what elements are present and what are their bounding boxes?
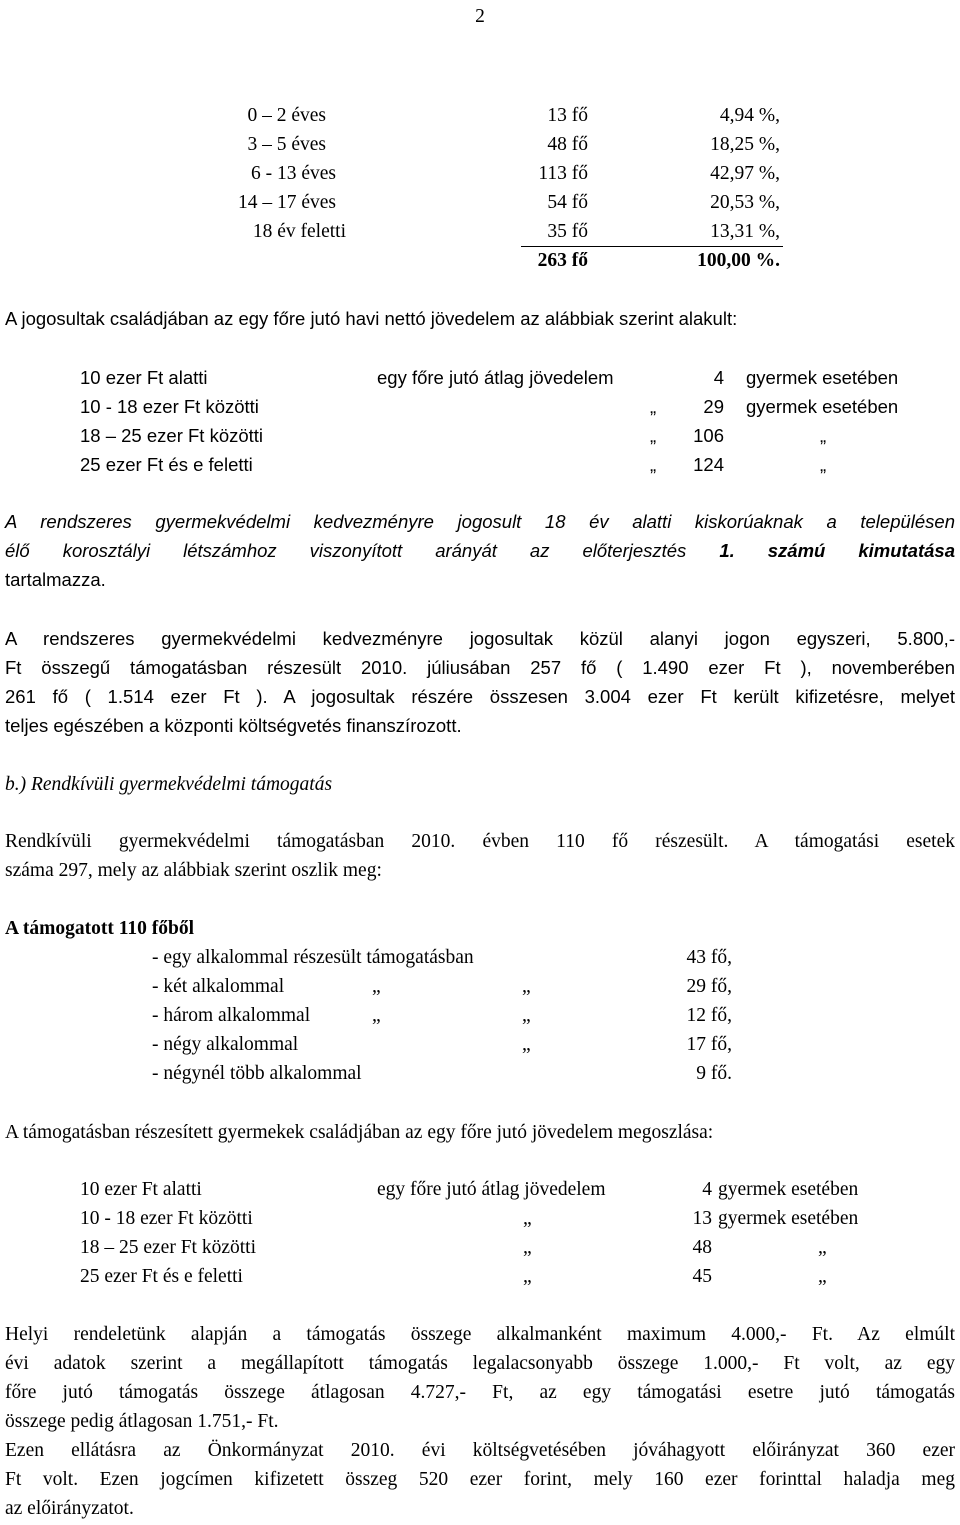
italic-paragraph: [5, 507, 955, 594]
income-suffix: „: [820, 425, 827, 446]
ellatas-paragraph: [5, 1436, 955, 1523]
income-count: 4: [702, 1179, 712, 1200]
paragraph-line: Helyi rendeletünk alapján a támogatás összege alkalmanként maximum 4.000,- Ft. Az elmúlt: [5, 1324, 955, 1345]
supported-label: - két alkalommal: [152, 976, 285, 997]
paragraph-line: A rendszeres gyermekvédelmi kedvezményre jogosultak közül alanyi jogon egyszeri, 5.800,-: [5, 628, 955, 649]
age-percent: 4,94 %,: [719, 105, 780, 126]
age-percent: 42,97 %,: [710, 163, 780, 184]
income-range: 10 ezer Ft alatti: [80, 1179, 202, 1200]
rendkivuli-paragraph: [5, 827, 955, 885]
page-number: 2: [475, 6, 485, 27]
ditto-mark: „: [372, 1005, 381, 1026]
paragraph-line: [5, 536, 955, 565]
paragraph-text: élő korosztályi létszámhoz viszonyított arányát az előterjesztés: [5, 540, 687, 561]
age-count: 13 fő: [547, 105, 588, 126]
income-suffix: gyermek esetében: [746, 367, 899, 388]
income-suffix: „: [820, 454, 827, 475]
age-label: 3 – 5 éves: [247, 134, 326, 155]
paragraph-line: összege pedig átlagosan 1.751,- Ft.: [5, 1411, 279, 1432]
supported-label: - három alkalommal: [152, 1005, 311, 1026]
age-percent: 13,31 %,: [710, 221, 780, 242]
total-percent: 100,00 %.: [697, 250, 780, 271]
ditto-mark: „: [372, 976, 381, 997]
income-suffix: gyermek esetében: [718, 1179, 859, 1200]
income-count: 13: [692, 1208, 712, 1229]
ditto-mark: „: [522, 976, 531, 997]
paragraph-line: A rendszeres gyermekvédelmi kedvezményre jogosult 18 év alatti kiskorúaknak a településen: [5, 511, 955, 532]
paragraph-line: az előirányzatot.: [5, 1498, 134, 1519]
age-label: 6 - 13 éves: [250, 163, 336, 184]
income-suffix: gyermek esetében: [746, 396, 899, 417]
income-suffix: gyermek esetében: [718, 1208, 859, 1229]
income-count: 4: [713, 367, 724, 388]
income-suffix: „: [818, 1266, 827, 1287]
supported-heading: A támogatott 110 főből: [5, 918, 195, 939]
supported-value: 17 fő,: [686, 1034, 732, 1055]
supported-label: - négy alkalommal: [152, 1034, 299, 1055]
section-heading: b.) Rendkívüli gyermekvédelmi támogatás: [5, 774, 333, 795]
age-percent: 18,25 %,: [710, 134, 780, 155]
paragraph-line: tartalmazza.: [5, 569, 106, 590]
income-count: 48: [692, 1237, 712, 1258]
income-count: 45: [692, 1266, 712, 1287]
age-label: 14 – 17 éves: [237, 192, 336, 213]
supported-label: - egy alkalommal részesült támogatásban: [152, 947, 474, 968]
paragraph-line: évi adatok szerint a megállapított támogatás legalacsonyabb összege 1.000,- Ft volt, az egy: [5, 1353, 955, 1374]
income-mid: „: [650, 425, 657, 446]
income-range: 10 - 18 ezer Ft közötti: [80, 396, 259, 417]
ditto-mark: „: [522, 1034, 531, 1055]
income-suffix: „: [818, 1237, 827, 1258]
paragraph-line: Rendkívüli gyermekvédelmi támogatásban 2010. évben 110 fő részesült. A támogatási esetek: [5, 831, 955, 852]
income-mid: „: [650, 454, 657, 475]
age-count: 35 fő: [547, 221, 588, 242]
annex-reference: 1. számú kimutatása: [719, 540, 955, 561]
income-range: 10 ezer Ft alatti: [80, 367, 208, 388]
income-range: 25 ezer Ft és e feletti: [80, 454, 253, 475]
income-range: 25 ezer Ft és e feletti: [80, 1266, 243, 1287]
paragraph-line: főre jutó támogatás összege átlagosan 4.727,- Ft, az egy támogatási esetre jutó támogatás: [5, 1382, 955, 1403]
income-intro: A jogosultak családjában az egy főre jutó havi nettó jövedelem az alábbiak szerint alakult:: [5, 308, 738, 329]
age-label: 18 év feletti: [252, 221, 346, 242]
supported-value: 9 fő.: [696, 1063, 732, 1084]
paragraph-line: száma 297, mely az alábbiak szerint oszlik meg:: [5, 860, 382, 881]
age-count: 54 fő: [547, 192, 588, 213]
helyi-paragraph: [5, 1320, 955, 1436]
income-mid: egy főre jutó átlag jövedelem: [377, 1179, 606, 1200]
income-intro-2: A támogatásban részesített gyermekek családjában az egy főre jutó jövedelem megoszlása:: [5, 1122, 714, 1143]
income-mid: egy főre jutó átlag jövedelem: [377, 367, 614, 388]
income-count: 29: [703, 396, 724, 417]
supported-label: - négynél több alkalommal: [152, 1063, 362, 1084]
income-mid: „: [523, 1237, 532, 1258]
income-mid: „: [650, 396, 657, 417]
income-count: 124: [693, 454, 724, 475]
age-percent: 20,53 %,: [710, 192, 780, 213]
supported-value: 29 fő,: [686, 976, 732, 997]
income-range: 18 – 25 ezer Ft közötti: [80, 1237, 257, 1258]
income-mid: „: [523, 1266, 532, 1287]
paragraph-line: teljes egészében a központi költségvetés finanszírozott.: [5, 715, 462, 736]
paragraph-line: Ft volt. Ezen jogcímen kifizetett összeg 520 ezer forint, mely 160 ezer forinttal haladja meg: [5, 1469, 955, 1490]
age-label: 0 – 2 éves: [247, 105, 326, 126]
income-range: 10 - 18 ezer Ft közötti: [80, 1208, 253, 1229]
age-count: 48 fő: [547, 134, 588, 155]
alanyi-paragraph: [5, 624, 955, 740]
supported-value: 43 fő,: [686, 947, 732, 968]
age-count: 113 fő: [538, 163, 588, 184]
supported-value: 12 fő,: [686, 1005, 732, 1026]
total-count: 263 fő: [537, 250, 588, 271]
ditto-mark: „: [522, 1005, 531, 1026]
income-mid: „: [523, 1208, 532, 1229]
income-count: 106: [693, 425, 724, 446]
income-range: 18 – 25 ezer Ft közötti: [80, 425, 264, 446]
paragraph-line: 261 fő ( 1.514 ezer Ft ). A jogosultak részére összesen 3.004 ezer Ft került kifizetésre, melyet: [5, 686, 955, 707]
paragraph-line: Ft összegű támogatásban részesült 2010. júliusában 257 fő ( 1.490 ezer Ft ), novemberében: [5, 657, 955, 678]
paragraph-line: Ezen ellátásra az Önkormányzat 2010. évi költségvetésében jóváhagyott előirányzat 360 ezer: [5, 1440, 955, 1461]
